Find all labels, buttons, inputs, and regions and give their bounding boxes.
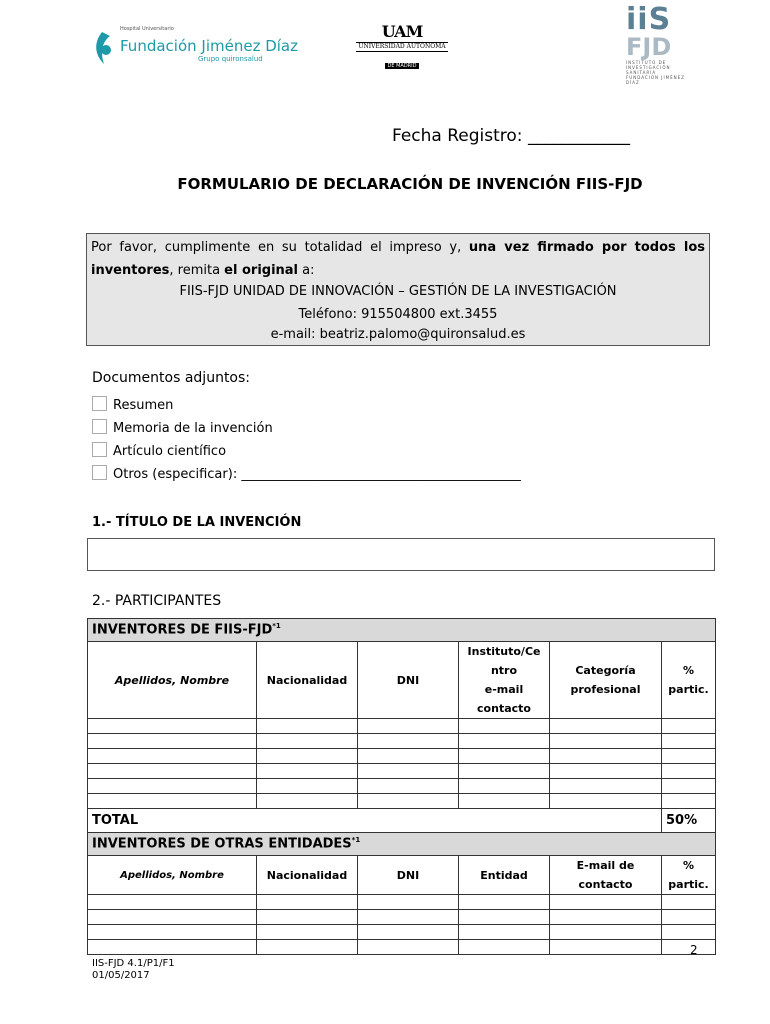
fjd-logo-small-text: Hospital Universitario [120,26,174,32]
info-text-c: , remita [169,263,225,278]
table-row[interactable] [88,794,716,809]
info-paragraph [91,236,705,282]
fjd-logo-sub: Grupo quironsalud [198,55,263,63]
iis-logo-bottom: FJD [626,33,672,61]
fiis-inventors-table [87,618,716,955]
doc-option-memoria[interactable] [92,419,273,436]
uam-logo-line: UNIVERSIDAD AUTONOMA [356,42,448,52]
info-email: e-mail: beatriz.palomo@quironsalud.es [270,327,526,342]
info-text-b: una vez firmado por todos los inventores [91,240,705,278]
info-text-e: a: [298,263,315,278]
table-row[interactable] [88,895,716,910]
form-title: FORMULARIO DE DECLARACIÓN DE INVENCIÓN FIIS-FJD [177,175,643,193]
table1-header-label: INVENTORES DE FIIS-FJD [92,622,273,638]
col2-nacionalidad: Nacionalidad [257,856,358,895]
table-row[interactable] [88,940,716,955]
checkbox[interactable] [92,442,107,457]
footer-date: 01/05/2017 [92,970,150,981]
table1-header [88,619,716,642]
info-unit: FIIS-FJD UNIDAD DE INNOVACIÓN – GESTIÓN DE LA INVESTIGACIÓN [179,284,617,299]
table2-header-label: INVENTORES DE OTRAS ENTIDADES [92,836,352,852]
iis-logo-top: iiS [626,2,672,37]
doc-option-resumen[interactable] [92,396,173,413]
iis-fjd-logo [626,2,690,88]
table-row[interactable] [88,910,716,925]
table2-header [88,833,716,856]
uam-logo [356,22,448,69]
total-value: 50% [662,809,716,833]
doc-option-articulo[interactable] [92,442,226,459]
checkbox[interactable] [92,465,107,480]
col2-dni: DNI [358,856,459,895]
info-text-a: Por favor, cumplimente en su totalidad el impreso y, [91,240,469,255]
table2-body [88,895,716,955]
col2-apellidos: Apellidos, Nombre [88,856,257,895]
footer-code-id: IIS-FJD 4.1/P1/F1 [92,958,175,969]
checkbox[interactable] [92,419,107,434]
fjd-swoosh-icon [90,28,116,68]
table1-body [88,719,716,809]
doc-option-label: Artículo científico [113,444,227,459]
doc-option-otros[interactable] [92,465,521,482]
col-particip: % partic. [662,642,716,719]
doc-option-label: Memoria de la invención [113,421,273,436]
table-row[interactable] [88,749,716,764]
info-box [86,233,710,346]
col2-particip: % partic. [662,856,716,895]
checkbox[interactable] [92,396,107,411]
col2-entidad: Entidad [459,856,550,895]
invention-title-field[interactable] [87,538,715,571]
footer-code [92,958,175,982]
col-nacionalidad: Nacionalidad [257,642,358,719]
uam-logo-box: DE MADRID [385,63,420,69]
fecha-registro: Fecha Registro: ____________ [392,126,630,146]
col2-email: E-mail de contacto [550,856,662,895]
page-number: 2 [690,943,698,957]
iis-logo-tiny: INSTITUTO DE INVESTIGACIÓN SANITARIA FUNDACIÓN JIMÉNEZ DÍAZ [626,60,685,85]
col-dni: DNI [358,642,459,719]
table-row[interactable] [88,779,716,794]
fundacion-jimenez-diaz-logo [90,24,298,68]
table1-header-note: *1 [272,622,281,631]
table-row[interactable] [88,764,716,779]
table-row[interactable] [88,925,716,940]
total-label: TOTAL [88,809,662,833]
uam-logo-big: UAM [381,22,423,41]
fjd-logo-name: Fundación Jiménez Díaz [120,37,298,55]
table2-header-note: *1 [351,836,361,845]
documents-title: Documentos adjuntos: [92,370,251,386]
info-text-d: el original [224,263,299,278]
section-title-participants: 2.- PARTICIPANTES [92,593,222,609]
col-categoria: Categoría profesional [550,642,662,719]
table-row[interactable] [88,734,716,749]
doc-option-label: Resumen [113,398,174,413]
doc-option-label: Otros (especificar): ___________________________________________ [113,467,521,482]
col-apellidos: Apellidos, Nombre [88,642,257,719]
info-phone: Teléfono: 915504800 ext.3455 [298,307,498,322]
table-row[interactable] [88,719,716,734]
col-instituto: Instituto/Ce ntro e-mail contacto [459,642,550,719]
section-title-invention: 1.- TÍTULO DE LA INVENCIÓN [92,515,302,530]
